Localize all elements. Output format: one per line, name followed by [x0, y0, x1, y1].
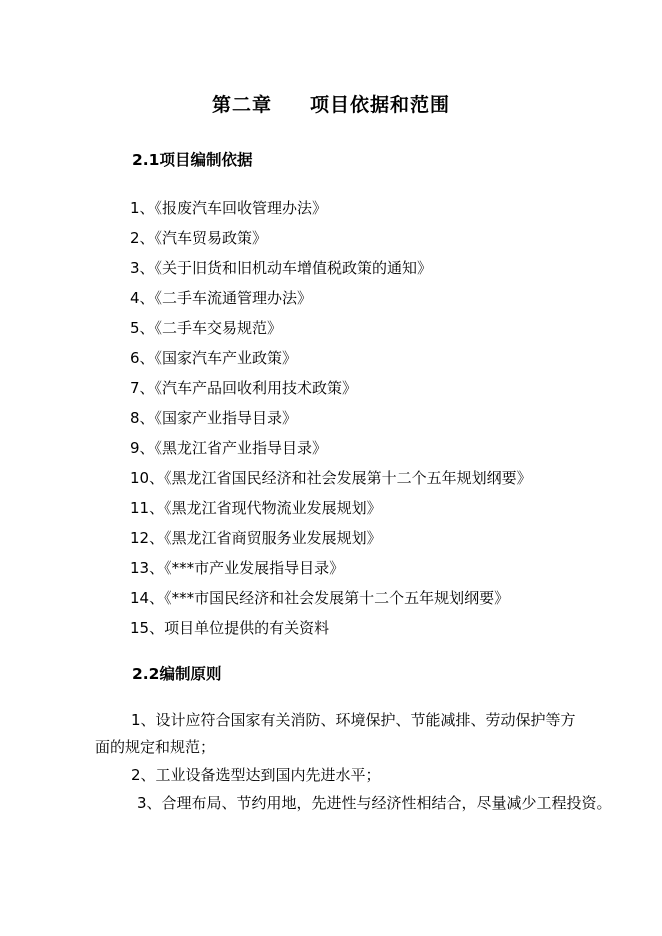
list-item: 5、《二手车交易规范》	[130, 319, 283, 337]
principle-1-line-2: 面的规定和规范；	[95, 738, 216, 756]
list-item: 8、《国家产业指导目录》	[130, 409, 298, 427]
list-item: 2、《汽车贸易政策》	[130, 229, 268, 247]
list-item: 1、《报废汽车回收管理办法》	[130, 199, 328, 217]
list-item: 11、《黑龙江省现代物流业发展规划》	[130, 499, 382, 517]
list-item: 6、《国家汽车产业政策》	[130, 349, 298, 367]
section-heading-principles: 2.2编制原则	[132, 665, 222, 683]
basis-list	[130, 198, 532, 648]
chapter-number: 第二章	[211, 94, 272, 116]
list-item: 13、《***市产业发展指导目录》	[130, 559, 345, 577]
list-item: 14、《***市国民经济和社会发展第十二个五年规划纲要》	[130, 589, 510, 607]
list-item: 10、《黑龙江省国民经济和社会发展第十二个五年规划纲要》	[130, 469, 532, 487]
list-item: 7、《汽车产品回收利用技术政策》	[130, 379, 358, 397]
chapter-title	[0, 90, 662, 117]
principle-1-line-1: 1、设计应符合国家有关消防、环境保护、节能减排、劳动保护等方	[131, 711, 576, 729]
list-item: 3、《关于旧货和旧机动车增值税政策的通知》	[130, 259, 433, 277]
list-item: 15、项目单位提供的有关资料	[130, 619, 330, 637]
list-item: 4、《二手车流通管理办法》	[130, 289, 313, 307]
principle-3: 3、合理布局、节约用地，先进性与经济性相结合，尽量减少工程投资。	[137, 794, 612, 812]
principle-2: 2、工业设备选型达到国内先进水平；	[131, 766, 381, 784]
section-heading-basis: 2.1项目编制依据	[132, 151, 253, 169]
list-item: 12、《黑龙江省商贸服务业发展规划》	[130, 529, 382, 547]
list-item: 9、《黑龙江省产业指导目录》	[130, 439, 328, 457]
chapter-name: 项目依据和范围	[310, 94, 451, 116]
